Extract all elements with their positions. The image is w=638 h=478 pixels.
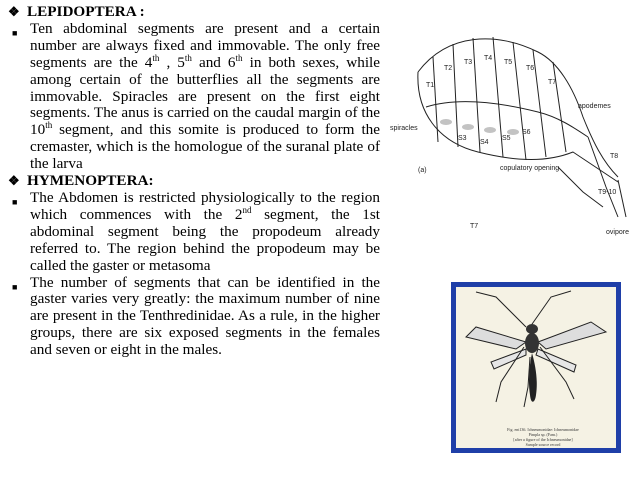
text-run: The Abdomen is restricted physiologically to the region which commences with the 2 xyxy=(30,188,380,223)
text-run: segment, the 1st abdominal segment being the propodeum already referred to. The region behind the propodeum may be called the gaster or metasoma xyxy=(30,205,381,274)
heading-text: LEPIDOPTERA : xyxy=(27,3,145,20)
text-run: Ten abdominal segments are present and a certain number are always fixed and immovable. The only free segments are the 4 xyxy=(30,19,380,71)
label-s5: S5 xyxy=(502,135,511,142)
diamond-bullet-icon: ❖ xyxy=(8,173,20,189)
wasp-figure xyxy=(456,287,616,448)
paragraph-hymenoptera-1 xyxy=(30,190,380,275)
label-t4: T4 xyxy=(484,55,493,62)
caption-line: Sample source record xyxy=(525,442,561,447)
label-panel: (a) xyxy=(418,167,427,174)
caption-line: Fig. ent136. Ichneumonidae: Ichneumonidae xyxy=(507,427,579,432)
figure-caption xyxy=(478,427,608,447)
label-t910: T9-10 xyxy=(598,189,617,196)
label-ovipore: ovipore xyxy=(606,229,629,236)
label-t5: T5 xyxy=(504,59,513,66)
label-t2: T2 xyxy=(444,65,453,72)
bullet-item xyxy=(8,190,380,275)
bullet-item xyxy=(8,21,380,173)
wasp-figure-frame xyxy=(451,282,621,453)
text-column xyxy=(8,4,380,359)
section-heading-hymenoptera xyxy=(8,173,380,190)
label-copulatory: copulatory opening xyxy=(500,165,560,172)
bullet-item xyxy=(8,275,380,360)
diamond-bullet-icon: ❖ xyxy=(8,4,20,19)
label-s4: S4 xyxy=(480,139,489,146)
caption-line: [after a figure of the Ichneumonidae] xyxy=(513,437,573,442)
text-run: in both sexes, while among certain of the butterflies all the segments are immovable. Spiracles are present on the first eight segments. The anus is carried on the caudal margin of the 10 xyxy=(30,53,381,139)
label-spiracles: spiracles xyxy=(390,125,418,132)
label-t1: T1 xyxy=(426,82,435,89)
wasp-illustration xyxy=(456,287,616,422)
label-t6: T6 xyxy=(526,65,535,72)
abdomen-segments-figure xyxy=(388,12,638,244)
paragraph-lepidoptera xyxy=(30,21,380,173)
paragraph-hymenoptera-2: The number of segments that can be identified in the gaster varies very greatly: the maximum number of nine are present in the Tenthredinidae. As a rule, in the higher groups, there are six exposed segments in the females and seven or eight in the males. xyxy=(30,273,380,359)
label-s6: S6 xyxy=(522,129,531,136)
label-t7: T7 xyxy=(548,79,557,86)
label-t8: T8 xyxy=(610,153,619,160)
superscript: th xyxy=(184,52,192,63)
superscript: th xyxy=(152,52,160,63)
superscript: nd xyxy=(242,204,252,215)
section-heading-lepidoptera xyxy=(8,4,380,21)
text-run: , 5 xyxy=(159,53,185,71)
text-run: and 6 xyxy=(191,53,236,71)
superscript: th xyxy=(45,120,53,131)
superscript: th xyxy=(235,52,243,63)
label-t7b: T7 xyxy=(470,223,479,230)
heading-text: HYMENOPTERA: xyxy=(27,172,154,190)
square-bullet-icon: ■ xyxy=(12,27,18,38)
square-bullet-icon: ■ xyxy=(12,281,18,292)
label-apodemes: apodemes xyxy=(578,103,611,110)
label-s3: S3 xyxy=(458,135,467,142)
caption-line: Pimpla sp. (Fam.) xyxy=(528,432,558,437)
text-run: segment, and this somite is produced to form the cremaster, which is the homologue of the suranal plate of the larva xyxy=(30,121,380,173)
label-t3: T3 xyxy=(464,59,473,66)
square-bullet-icon: ■ xyxy=(12,196,18,207)
